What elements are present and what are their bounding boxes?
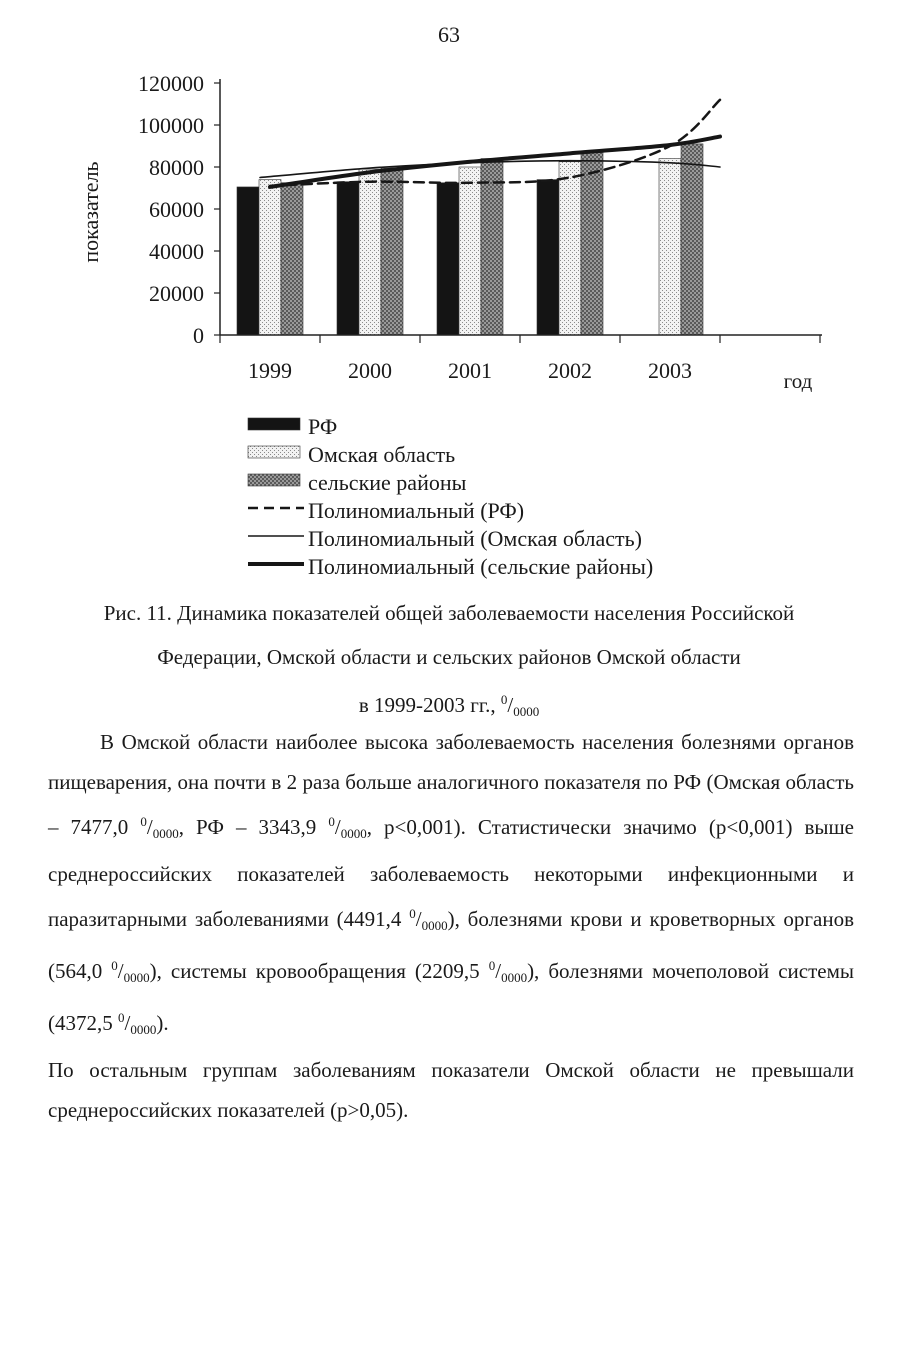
unit-sub: 0000 [152, 826, 179, 841]
bar [459, 167, 481, 335]
y-tick-label: 20000 [149, 281, 204, 306]
legend-swatch [248, 446, 300, 458]
y-tick-label: 40000 [149, 239, 204, 264]
unit-sep: / [124, 1011, 131, 1035]
caption-period: в 1999-2003 гг., [358, 693, 501, 717]
paragraph-1-text-2: , РФ – 3343,9 [178, 815, 329, 839]
x-tick-label: 1999 [248, 358, 292, 383]
unit-sep: / [507, 693, 514, 717]
bar [281, 183, 303, 335]
paragraph-1-text-3: , p<0,001). Статистически значимо (p<0,001) выше среднероссийских показателей заболеваемость некоторыми инфекционными и паразитарными заболеваниями (4491,4 [48, 815, 855, 931]
unit-sep: / [117, 959, 124, 983]
unit-sep: / [415, 907, 422, 931]
unit-sub: 0000 [123, 970, 150, 985]
unit-sep: / [495, 959, 502, 983]
unit-sep: / [146, 815, 153, 839]
page-number: 63 [438, 22, 460, 47]
unit-sup: 0 [118, 1010, 125, 1025]
unit-sub: 0000 [501, 970, 528, 985]
legend-label: Полиномиальный (РФ) [308, 498, 525, 523]
unit-sub: 0000 [513, 704, 540, 719]
chart-legend [248, 414, 653, 579]
paragraph-1-text-6: ), болезнями мочеполовой системы (4372,5 [48, 959, 854, 1035]
unit-sup: 0 [409, 906, 416, 921]
unit-sup: 0 [140, 814, 147, 829]
bar [237, 187, 259, 335]
paragraph-1-text-1: В Омской области наиболее высока заболеваемость населения болезнями органов пищеварения, она почти в 2 раза больше аналогичного показателя по РФ (Омская область – 7477,0 [48, 730, 854, 839]
unit-sup: 0 [500, 692, 508, 707]
paragraph-1-text-4: ), болезнями крови и кроветворных органов (564,0 [48, 907, 854, 983]
body-text [48, 722, 854, 1130]
paragraph-1 [48, 722, 854, 1050]
paragraph-1-text-7: ). [156, 1011, 169, 1035]
legend-swatch [248, 474, 300, 486]
figure-caption-line-1: Рис. 11. Динамика показателей общей заболеваемости населения Российской [103, 601, 795, 625]
bar [381, 168, 403, 335]
bar [337, 182, 359, 335]
legend-label: Полиномиальный (Омская область) [308, 526, 642, 551]
y-tick-label: 60000 [149, 197, 204, 222]
legend-label: сельские районы [308, 470, 467, 495]
bar [359, 169, 381, 335]
morbidity-chart [0, 60, 898, 580]
bar [559, 162, 581, 335]
bar [437, 183, 459, 335]
legend-swatch [248, 418, 300, 430]
legend-label: Полиномиальный (сельские районы) [308, 554, 654, 579]
unit-sup: 0 [111, 958, 118, 973]
y-tick-label: 100000 [138, 113, 204, 138]
bar [259, 180, 281, 335]
figure-caption-line-2: Федерации, Омской области и сельских районов Омской области [157, 645, 741, 669]
y-tick-label: 80000 [149, 155, 204, 180]
x-tick-label: 2003 [648, 358, 692, 383]
bar [581, 152, 603, 335]
y-tick-label: 120000 [138, 71, 204, 96]
x-tick-label: 2001 [448, 358, 492, 383]
y-tick-label: 0 [193, 323, 204, 348]
unit-sup: 0 [328, 814, 335, 829]
bar [481, 159, 503, 335]
bar [681, 144, 703, 335]
paragraph-2: По остальным группам заболеваниям показатели Омской области не превышали среднероссийских показателей (p>0,05). [48, 1058, 854, 1122]
y-axis-label: показатель [78, 161, 103, 263]
paragraph-1-text-5: ), системы кровообращения (2209,5 [149, 959, 489, 983]
bar [537, 180, 559, 335]
unit-sup: 0 [488, 958, 496, 973]
x-tick-label: 2000 [348, 358, 392, 383]
unit-sub: 0000 [130, 1022, 157, 1037]
legend-label: Омская область [308, 442, 456, 467]
unit-sep: / [334, 815, 341, 839]
x-tick-label: 2002 [548, 358, 592, 383]
legend-label: РФ [308, 414, 338, 439]
x-axis-label: год [783, 369, 813, 393]
unit-sub: 0000 [340, 826, 367, 841]
bar [659, 159, 681, 335]
unit-sub: 0000 [421, 918, 448, 933]
